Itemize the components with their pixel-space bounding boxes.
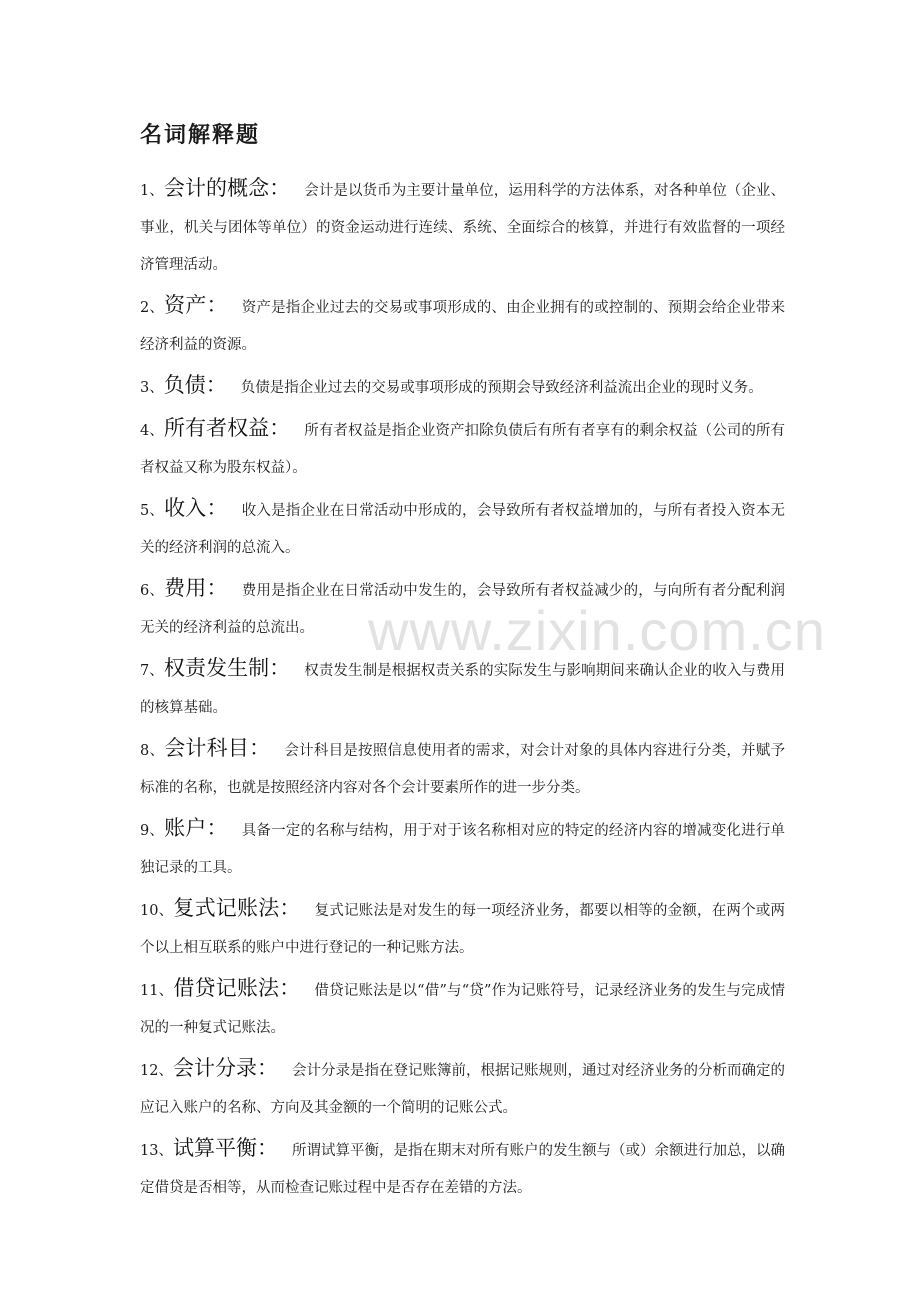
- entry-text: 费用是指企业在日常活动中发生的，会导致所有者权益减少的，与向所有者分配利润无关的经济利益的总流出。: [140, 583, 786, 636]
- entry-text: 会计科目是按照信息使用者的需求，对会计对象的具体内容进行分类，并赋予标准的名称，也就是按照经济内容对各个会计要素所作的进一步分类。: [140, 743, 786, 796]
- definition-entry: [140, 730, 785, 807]
- entry-text: 收入是指企业在日常活动中形成的，会导致所有者权益增加的，与所有者投入资本无关的经济利润的总流入。: [140, 503, 786, 556]
- definition-list: [140, 170, 785, 1210]
- entry-text: 资产是指企业过去的交易或事项形成的、由企业拥有的或控制的、预期会给企业带来经济利益的资源。: [140, 300, 786, 353]
- definition-entry: [140, 650, 785, 727]
- entry-term: 会计科目：: [164, 736, 271, 760]
- entry-number: 2、: [140, 300, 165, 316]
- definition-entry: [140, 970, 785, 1047]
- definition-entry: [140, 1050, 785, 1127]
- entry-text: 负债是指企业过去的交易或事项形成的预期会导致经济利益流出企业的现时义务。: [240, 380, 763, 396]
- entry-number: 8、: [140, 743, 165, 759]
- definition-entry: [140, 170, 785, 284]
- entry-number: 3、: [140, 380, 164, 396]
- watermark: www.zixin.com.cn: [368, 599, 826, 662]
- entry-number: 11、: [140, 983, 174, 999]
- entry-number: 13、: [140, 1143, 173, 1159]
- entry-number: 9、: [140, 823, 165, 839]
- entry-text: 所有者权益是指企业资产扣除负债后有所有者享有的剩余权益（公司的所有者权益又称为股东权益）。: [140, 423, 786, 476]
- entry-text: 会计是以货币为主要计量单位，运用科学的方法体系，对各种单位（企业、事业，机关与团体等单位）的资金运动进行连续、系统、全面综合的核算，并进行有效监督的一项经济管理活动。: [140, 183, 786, 273]
- entry-number: 6、: [140, 583, 165, 599]
- entry-number: 10、: [140, 903, 174, 919]
- entry-text: 借贷记账法是以“借”与“贷”作为记账符号，记录经济业务的发生与完成情况的一种复式记账法。: [140, 983, 786, 1036]
- definition-entry: [140, 890, 785, 967]
- definition-entry: [140, 367, 785, 407]
- definition-entry: [140, 410, 785, 487]
- entry-term: 借贷记账法：: [173, 976, 301, 1000]
- entry-text: 复式记账法是对发生的每一项经济业务，都要以相等的金额，在两个或两个以上相互联系的账户中进行登记的一种记账方法。: [140, 903, 786, 956]
- entry-number: 12、: [140, 1063, 173, 1079]
- entry-number: 7、: [140, 663, 164, 679]
- entry-term: 收入：: [164, 496, 228, 520]
- entry-term: 账户：: [164, 816, 228, 840]
- entry-term: 复式记账法：: [173, 896, 301, 920]
- entry-text: 权责发生制是根据权责关系的实际发生与影响期间来确认企业的收入与费用的核算基础。: [140, 663, 786, 716]
- definition-entry: [140, 1130, 785, 1207]
- definition-entry: [140, 570, 785, 647]
- entry-number: 1、: [140, 183, 164, 199]
- entry-term: 负债：: [163, 373, 227, 397]
- entry-number: 4、: [140, 423, 164, 439]
- entry-term: 试算平衡：: [172, 1136, 278, 1160]
- entry-text: 具备一定的名称与结构，用于对于该名称相对应的特定的经济内容的增减变化进行单独记录的工具。: [140, 823, 786, 876]
- entry-term: 会计的概念：: [163, 176, 291, 200]
- page-title: 名词解释题: [140, 122, 261, 148]
- entry-term: 费用：: [164, 576, 228, 600]
- entry-term: 所有者权益：: [163, 416, 291, 440]
- entry-term: 权责发生制：: [163, 656, 291, 680]
- definition-entry: [140, 490, 785, 567]
- entry-text: 所谓试算平衡，是指在期末对所有账户的发生额与（或）余额进行加总，以确定借贷是否相等，从而检查记账过程中是否存在差错的方法。: [140, 1143, 786, 1196]
- entry-term: 资产：: [164, 293, 228, 317]
- definition-entry: [140, 287, 785, 364]
- definition-entry: [140, 810, 785, 887]
- entry-term: 会计分录：: [172, 1056, 278, 1080]
- entry-text: 会计分录是指在登记账簿前，根据记账规则，通过对经济业务的分析而确定的应记入账户的名称、方向及其金额的一个简明的记账公式。: [140, 1063, 786, 1116]
- entry-number: 5、: [140, 503, 165, 519]
